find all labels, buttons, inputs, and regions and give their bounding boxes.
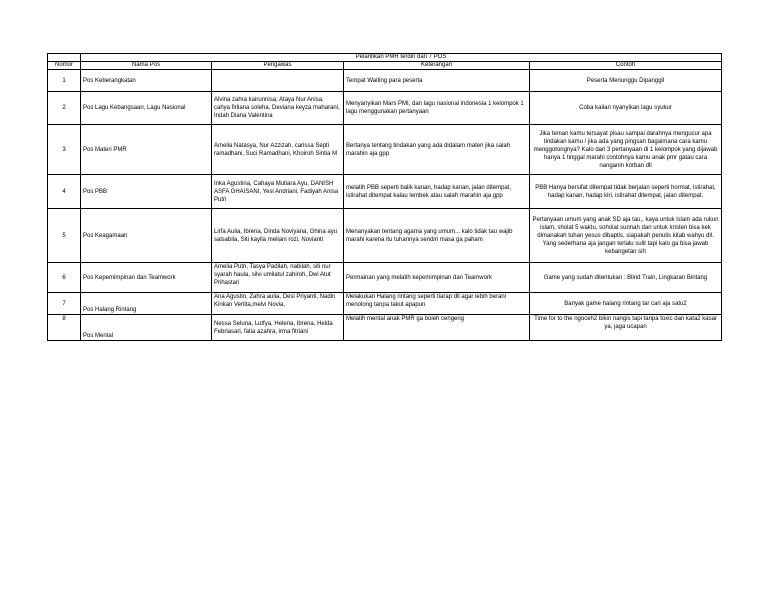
table-row: [48, 70, 722, 92]
cell-keterangan: Melakukan Halang rintang seperti tiarap dll agar lebih berani menolong tanpa takut apapun: [344, 293, 530, 315]
cell-pengawas: Lirfa Aulia, Ibrena, Dinda Noviyana, Ghina ayu salsabila, Siti kaylla meilani rozi, Novianti: [212, 209, 344, 263]
cell-no: 4: [48, 175, 81, 209]
cell-keterangan: Menyanyikan Mars PMI, dan lagu nasional indonesia 1 kelompok 1 lagu menggunakan pertanyaan: [344, 92, 530, 125]
cell-no: 5: [48, 209, 81, 263]
header-blank-nomor: [48, 54, 81, 62]
cell-contoh: Pertanyaan umum yang anak SD aja tau,, kaya untuk islam ada rukun islam, sholat 5 waktu, soholat sunnah dan untuk kristen bisa kek dimanakah tuhan yesus dibaptis, siapakah penulis kitab wahyu dll. Yang sederhana aja jangan terlalu sulit tapi kalo ga bisa jawab kebangetan sih: [530, 209, 722, 263]
cell-no: 3: [48, 125, 81, 175]
cell-no: 7: [48, 293, 81, 315]
cell-no: 1: [48, 70, 81, 92]
cell-pengawas: Amelia Natasya, Nur Azzizah, carissa Septi ramadhani, Suci Ramadhani, Khoiroh Sintia M: [212, 125, 344, 175]
cell-contoh: Coba kalian nyanyikan lagu syukur: [530, 92, 722, 125]
cell-pos: Pos Keagamaan: [81, 209, 212, 263]
cell-pengawas: Nessa Seluna, Lutfya, Helena, Ibrena, Helda Febriasari, fatia azahra, irma fitriani: [212, 315, 344, 341]
table-row: [48, 263, 722, 293]
header-nomor: Nomor: [48, 62, 81, 70]
cell-pengawas: Amelia Putri, Tasya Padilah, nabilah, siti nur syarah haula, silvi umilatul zahiroh, Dwi Atut Prihastari: [212, 263, 344, 293]
cell-keterangan: Menanyakan tentang agama yang umum... kalo tidak tau wajib marahi karena itu tuhannya sendiri masa ga paham: [344, 209, 530, 263]
cell-pos: Pos Mental: [81, 315, 212, 341]
pos-table: [47, 53, 722, 341]
cell-contoh: PBB Hanya bersifat ditempat tidak berjalan seperti hormat, istirahat, hadap kanan, hadap kiri, istirahat ditempat, jalan ditempat.: [530, 175, 722, 209]
cell-no: 6: [48, 263, 81, 293]
cell-contoh: Peserta Menunggu Dipanggil: [530, 70, 722, 92]
cell-pos: Pos Materi PMR: [81, 125, 212, 175]
cell-pengawas: [212, 70, 344, 92]
table-title: Pelantikan PMR terdiri dari 7 POS: [81, 54, 722, 62]
cell-keterangan: melatih PBB seperti balik kanan, hadap kanan, jalan ditempat, istirahat ditempat kalau lembek atau salah marahin aja gpp: [344, 175, 530, 209]
header-pengawas: Pengawas: [212, 62, 344, 70]
cell-pos: Pos Keberangkatan: [81, 70, 212, 92]
cell-pengawas: Inka Agustina, Cahaya Mutiara Ayu, DANISH ASFA GHAISANI, Yesi Andriani, Fadiyah Anisa Putri: [212, 175, 344, 209]
cell-pos: Pos Lagu Kebangsaan, Lagu Nasional: [81, 92, 212, 125]
header-keterangan: Keterangan: [344, 62, 530, 70]
cell-no: 8: [48, 315, 81, 341]
cell-keterangan: Permainan yang melatih kepemimpinan dan Teamwork: [344, 263, 530, 293]
cell-keterangan: Bertanya tentang tindakan yang ada didalam materi jika salah marahin aja gpp: [344, 125, 530, 175]
cell-contoh: Jika teman kamu tersayat pisau sampai darahnya mengucur apa tindakan kamu / jika ada yang pingsan bagaimana cara kamu menggotongnya? Kalo dari 3 pertanyaan di 1 kelompok yang dijawab hanya 1 tinggal marahi contohnya kamu anak pmr gatau cara nanganin korban dll: [530, 125, 722, 175]
cell-no: 2: [48, 92, 81, 125]
table-row: [48, 175, 722, 209]
cell-keterangan: Melatih mental anak PMR ga boleh cengeng: [344, 315, 530, 341]
table-row: [48, 125, 722, 175]
cell-pengawas: Alvina zahra kairunnisa, Ataya Nur Anisa, cahya firliana soleha, Deviana keyza maharani, Indah Diana Valentina: [212, 92, 344, 125]
table-row: [48, 315, 722, 341]
cell-pos: Pos Halang Rintang: [81, 293, 212, 315]
header-nama-pos: Nama Pos: [81, 62, 212, 70]
cell-pos: Pos Kepemimpinan dan Teamwork: [81, 263, 212, 293]
cell-pos: Pos PBB: [81, 175, 212, 209]
table-row: [48, 293, 722, 315]
cell-contoh: Banyak game halang rintang tar cari aja satu2: [530, 293, 722, 315]
header-contoh: Contoh: [530, 62, 722, 70]
cell-contoh: Time for to the ngoceh2 bikin nangis tapi tanpa toxic dan kata2 kasar ya, jaga ucapan: [530, 315, 722, 341]
table-row: [48, 209, 722, 263]
cell-pengawas: Ana Agustin, Zahra aulia, Desi Priyanti, Nadin Kinkan Verlita,melvi Novia,: [212, 293, 344, 315]
cell-contoh: Game yang sudah ditentukan : Blind Train, Lingkaran Bintang: [530, 263, 722, 293]
cell-keterangan: Tempat Waiting para peserta: [344, 70, 530, 92]
table-row: [48, 92, 722, 125]
